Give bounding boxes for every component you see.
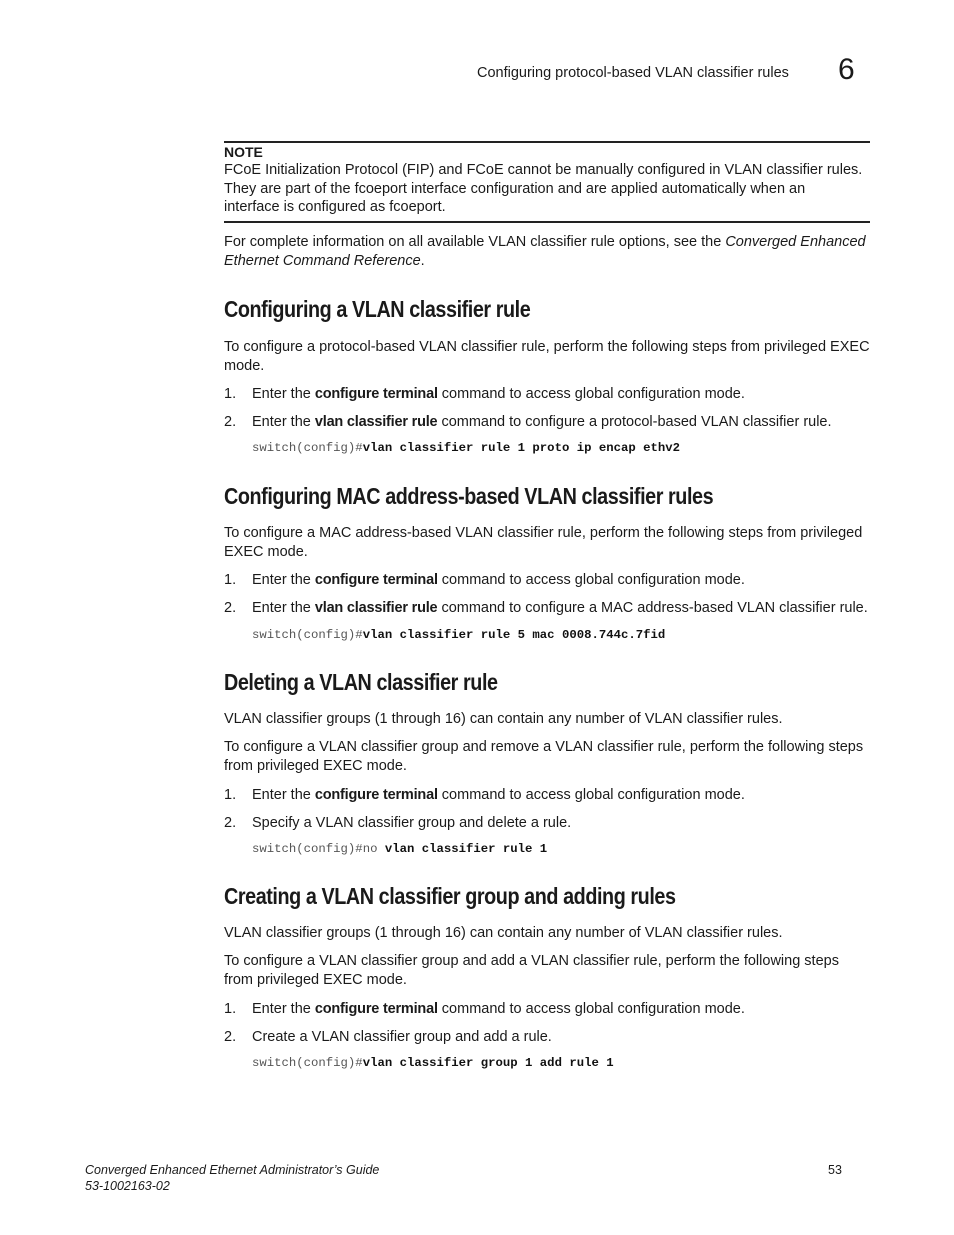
intro-text: For complete information on all available VLAN classifier rule options, see the [224, 234, 726, 250]
command-name: configure terminal [314, 386, 438, 402]
footer-guide-title: Converged Enhanced Ethernet Administrator’s Guide [85, 1163, 380, 1177]
section-paragraph: To configure a VLAN classifier group and remove a VLAN classifier rule, perform the following steps from privileged EXEC mode. [224, 739, 864, 774]
step-item: 1. Enter the configure terminal command to access global configuration mode. [224, 572, 745, 588]
command-name: vlan classifier rule [314, 600, 438, 616]
intro-text: . [420, 252, 425, 269]
intro-paragraph [224, 233, 872, 270]
code-example: switch(config)#vlan classifier rule 5 mac 0008.744c.7fid [252, 628, 666, 642]
page-number: 53 [828, 1163, 842, 1177]
note-top-rule [224, 141, 870, 143]
chapter-number: 6 [838, 53, 855, 86]
step-item: 1. Enter the configure terminal command to access global configuration mode. [224, 787, 745, 803]
reference-title: Converged Enhanced [725, 234, 866, 250]
command-name: configure terminal [314, 787, 438, 803]
code-example: switch(config)#vlan classifier group 1 add rule 1 [252, 1056, 614, 1070]
code-example: switch(config)#no vlan classifier rule 1 [252, 842, 548, 856]
step-item: 2. Specify a VLAN classifier group and delete a rule. [224, 815, 572, 831]
step-item: 1. Enter the configure terminal command to access global configuration mode. [224, 1001, 745, 1017]
reference-title: Ethernet Command Reference [224, 252, 421, 269]
step-item: 1. Enter the configure terminal command to access global configuration mode. [224, 386, 745, 402]
note-line: interface is configured as fcoeport. [224, 199, 446, 215]
section-paragraph: VLAN classifier groups (1 through 16) can contain any number of VLAN classifier rules. [224, 925, 783, 941]
command-name: configure terminal [314, 572, 438, 588]
command-name: configure terminal [314, 1001, 438, 1017]
note-bottom-rule [224, 221, 870, 223]
section-heading: Configuring a VLAN classifier rule [224, 296, 531, 322]
command-name: vlan classifier rule [314, 414, 438, 430]
section-paragraph: To configure a MAC address-based VLAN classifier rule, perform the following steps from privileged EXEC mode. [224, 525, 863, 560]
section-heading: Configuring MAC address-based VLAN classifier rules [224, 483, 714, 509]
section-paragraph: To configure a protocol-based VLAN classifier rule, perform the following steps from privileged EXEC mode. [224, 339, 870, 374]
section-paragraph: To configure a VLAN classifier group and add a VLAN classifier rule, perform the following steps from privileged EXEC mode. [224, 953, 839, 988]
note-body [224, 161, 872, 217]
step-item: 2. Enter the vlan classifier rule command to configure a protocol-based VLAN classifier rule. [224, 414, 832, 430]
section-heading: Creating a VLAN classifier group and adding rules [224, 883, 676, 909]
note-line: They are part of the fcoeport interface configuration and are applied automatically when an [224, 180, 806, 197]
step-item: 2. Create a VLAN classifier group and add a rule. [224, 1029, 552, 1045]
section-heading: Deleting a VLAN classifier rule [224, 669, 498, 695]
footer-doc-number: 53-1002163-02 [85, 1179, 170, 1193]
section-paragraph: VLAN classifier groups (1 through 16) can contain any number of VLAN classifier rules. [224, 711, 783, 727]
note-label: NOTE [224, 144, 263, 160]
step-item: 2. Enter the vlan classifier rule command to configure a MAC address-based VLAN classifier rule. [224, 600, 868, 616]
note-line: FCoE Initialization Protocol (FIP) and FCoE cannot be manually configured in VLAN classifier rules. [224, 162, 863, 178]
running-header: Configuring protocol-based VLAN classifier rules [477, 65, 789, 81]
code-example: switch(config)#vlan classifier rule 1 proto ip encap ethv2 [252, 441, 681, 455]
